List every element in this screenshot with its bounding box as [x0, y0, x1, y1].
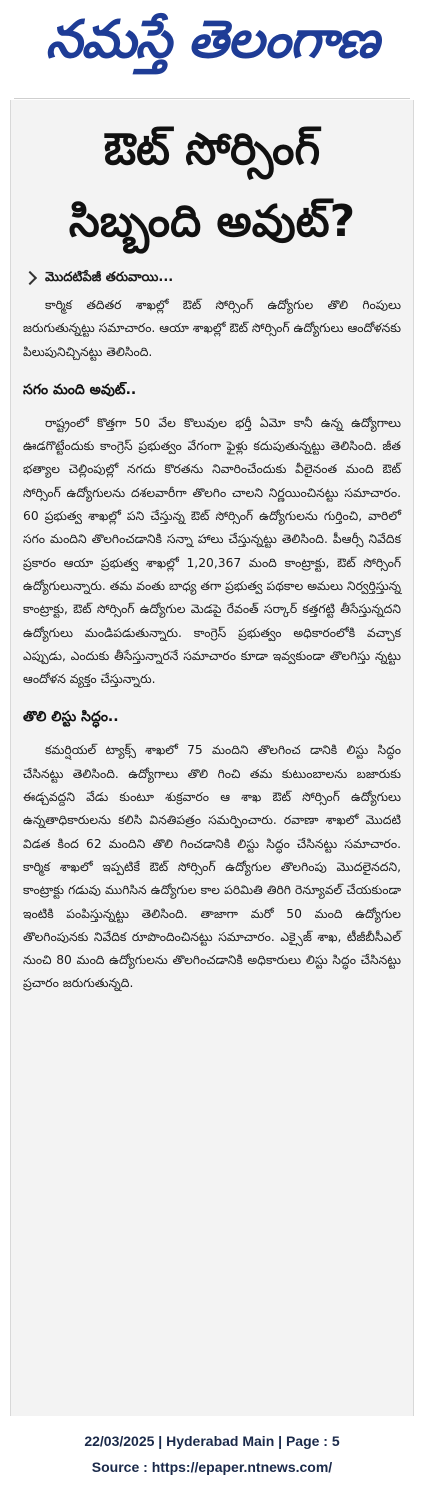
masthead-divider — [14, 98, 410, 99]
paragraph-first-list: కమర్షియల్ ట్యాక్స్ శాఖలో 75 మందిని తొలగించ డానికి లిస్టు సిద్ధం చేసినట్టు తెలిసింది. ఉద్యోగాలు తొలి గించి తమ కుటుంబాలను బజారుకు ఈడ్చవద్దని వేడు కుంటూ శుక్రవారం ఆ శాఖ ఔట్ సోర్సింగ్ ఉద్యోగులు ఉన్నతాధికారులను కలిసి వినతిపత్రం సమర్పించారు. రవాణా శాఖలో మొదటి విడత కింద 62 మందిని తొలి గించడానికి లిస్టు సిద్ధం చేసినట్టు సమాచారం. కార్మిక శాఖలో ఇప్పటికే ఔట్ సోర్సింగ్ ఉద్యోగుల తొలగింపు మొదలైనదని, కాంట్రాక్టు గడువు ముగిసిన ఉద్యోగుల కాల పరిమితి తిరిగి రెన్యూవల్ చేయకుండా ఇంటికి పంపిస్తున్నట్టు తెలిసింది. తాజాగా మరో 50 మంది ఉద్యోగుల తొలగింపునకు నివేదిక రూపొందించినట్టు సమాచారం. ఎక్సైజ్ శాఖ, టీజీబీసీఎల్ నుంచి 80 మంది ఉద్యోగులను తొలగించడానికి అధికారులు లిస్టు సిద్ధం చేసినట్టు ప్రచారం జరుగుతున్నది. — [23, 743, 401, 991]
subheading-first-list: తొలి లిస్టు సిద్ధం.. — [23, 709, 119, 726]
edition-info: 22/03/2025 | Hyderabad Main | Page : 5 — [84, 1433, 340, 1449]
article-clipping — [10, 100, 414, 1416]
masthead — [0, 0, 424, 100]
paragraph-intro: కార్మిక తదితర శాఖల్లో ఔట్ సోర్సింగ్ ఉద్యోగుల తొలి గింపులు జరుగుతున్నట్టు సమాచారం. ఆయా శాఖల్లో ఔట్ సోర్సింగ్ ఉద్యోగులు ఆందోళనకు పిలుపునిచ్చినట్టు తెలిసింది. — [23, 298, 401, 359]
continued-from-front-page — [23, 268, 401, 288]
headline — [23, 114, 401, 258]
paragraph-half-out: రాష్ట్రంలో కొత్తగా 50 వేల కొలువుల భర్తీ ఏమో కానీ ఉన్న ఉద్యోగాలు ఊడగొట్టేందుకు కాంగ్రెస్ ప్రభుత్వం వేగంగా ఫైళ్లు కదుపుతున్నట్టు తెలిసింది. జీత భత్యాల చెల్లింపుల్లో నగదు కొరతను నివారించేందుకు వీలైనంత మంది ఔట్ సోర్సింగ్ ఉద్యోగులను దశలవారీగా తొలగిం చాలని నిర్ణయించినట్టు సమాచారం. 60 ప్రభుత్వ శాఖల్లో పని చేస్తున్న ఔట్ సోర్సింగ్ ఉద్యోగులను గుర్తించి, వారిలో సగం మందిని తొలగించడానికి సన్నా హాలు చేస్తున్నట్టు తెలిసింది. పీఆర్సీ నివేదిక ప్రకారం ఆయా ప్రభుత్వ శాఖల్లో 1,20,367 మంది కాంట్రాక్టు, ఔట్ సోర్సింగ్ ఉద్యోగులున్నారు. తమ వంతు బాధ్య తగా ప్రభుత్వ పథకాల అమలు నిర్వర్తిస్తున్న కాంట్రాక్టు, ఔట్ సోర్సింగ్ ఉద్యోగుల మెడపై రేవంత్ సర్కార్ కత్తగట్టి తీసేస్తున్నదని ఉద్యోగులు మండిపడుతున్నారు. కాంగ్రెస్ ప్రభుత్వం అధికారంలోకి వచ్చాక ఎప్పుడు, ఎందుకు తీసేస్తున్నారనే సమాచారం కూడా ఇవ్వకుండా తొలగిస్తు న్నట్టు ఆందోళన వ్యక్తం చేస్తున్నారు. — [23, 415, 401, 687]
headline-line-2: సిబ్బంది అవుట్? — [68, 196, 356, 247]
subheading-half-out: సగం మంది అవుట్.. — [23, 381, 137, 398]
chevron-right-icon — [23, 271, 37, 285]
newspaper-logo: నమస్తే తెలంగాణ — [45, 10, 379, 70]
source-url: Source : https://epaper.ntnews.com/ — [91, 1459, 333, 1475]
source-footer — [0, 1428, 424, 1480]
headline-line-1: ఔట్ సోర్సింగ్ — [103, 124, 321, 175]
continued-label: మొదటిపేజీ తరువాయి... — [45, 270, 174, 285]
